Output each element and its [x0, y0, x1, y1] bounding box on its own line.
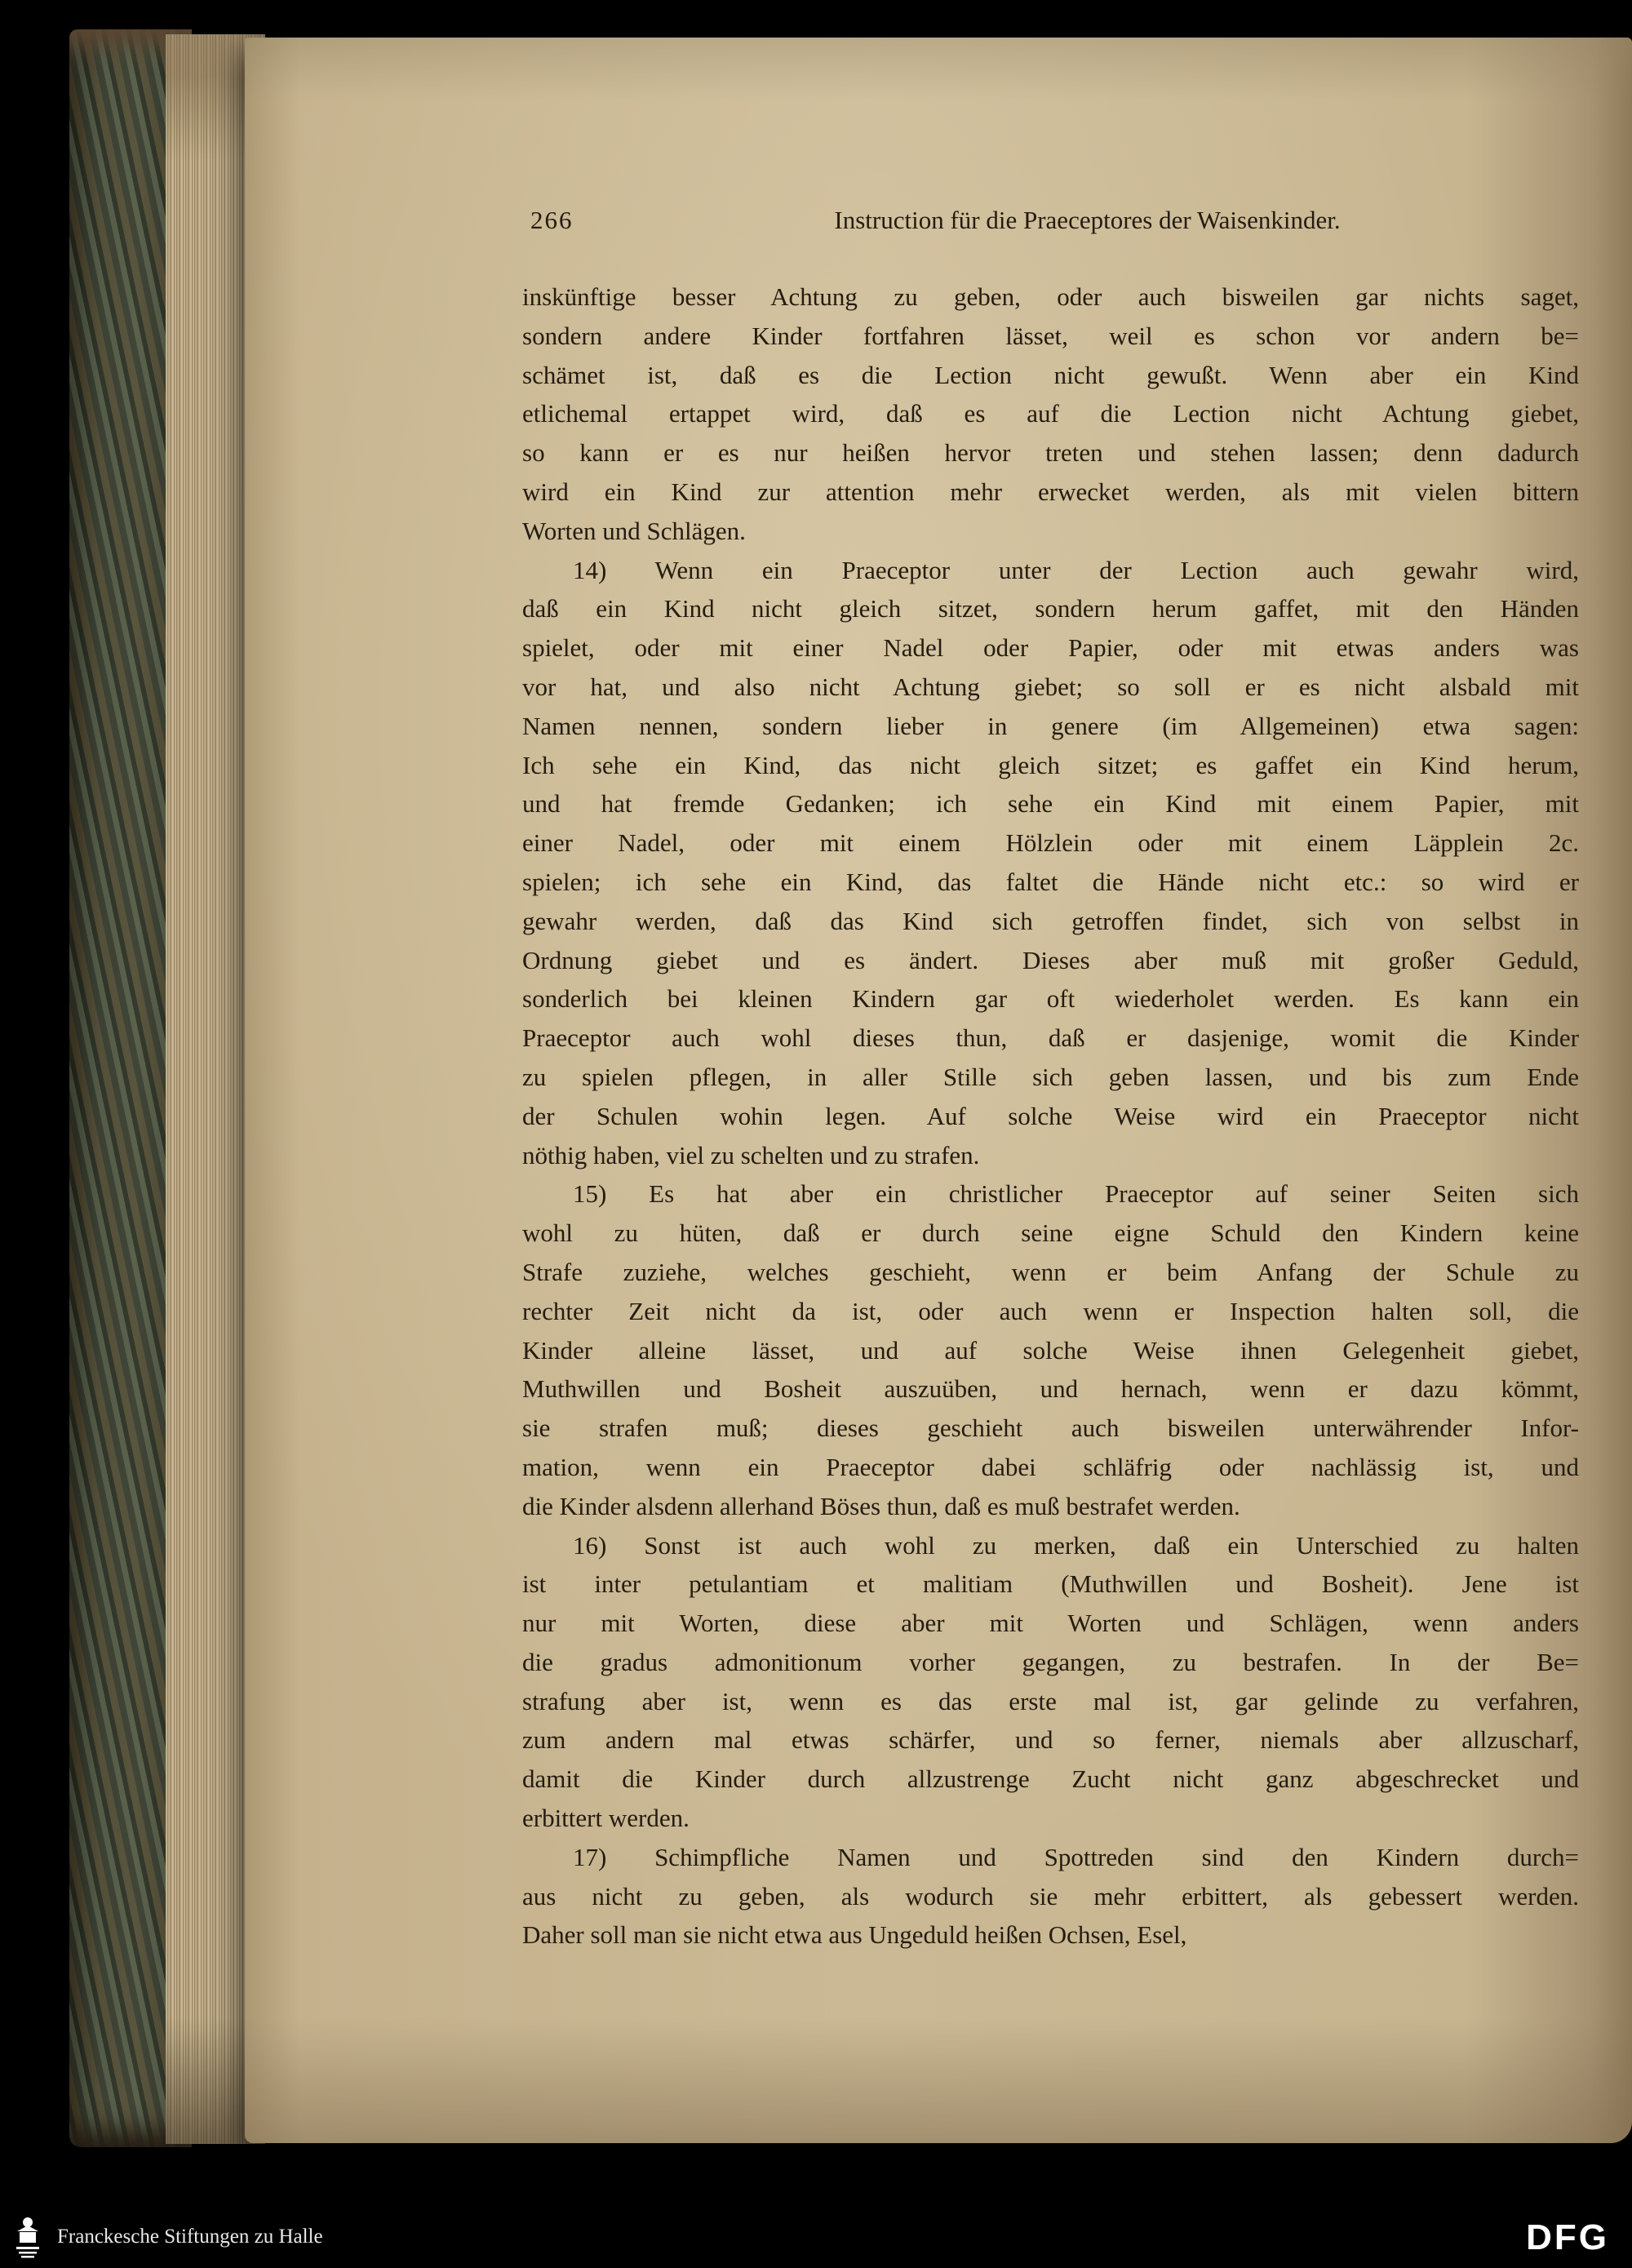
text-line: Kinder alleine lässet, und auf solche Weise ihnen Gelegenheit giebet, [522, 1335, 1579, 1365]
text-line: der Schulen wohin legen. Auf solche Weise wird ein Praeceptor nicht [522, 1101, 1579, 1130]
page-text-area [522, 201, 1579, 1955]
text-line: daß ein Kind nicht gleich sitzet, sondern herum gaffet, mit den Händen [522, 594, 1579, 624]
text-line: zum andern mal etwas schärfer, und so ferner, niemals aber allzuscharf, [522, 1725, 1579, 1755]
franckesche-emblem-icon [11, 2215, 44, 2259]
text-line: erbittert werden. [522, 1804, 690, 1833]
text-line: wohl zu hüten, daß er durch seine eigne Schuld den Kindern keine [522, 1218, 1579, 1248]
text-line: Worten und Schlägen. [522, 516, 746, 545]
text-line: nur mit Worten, diese aber mit Worten und Schlägen, wenn anders [522, 1609, 1579, 1638]
text-line: damit die Kinder durch allzustrenge Zucht nicht ganz abgeschrecket und [522, 1764, 1579, 1794]
text-line: strafung aber ist, wenn es das erste mal ist, gar gelinde zu verfahren, [522, 1686, 1579, 1715]
text-line: wird ein Kind zur attention mehr erwecket werden, als mit vielen bittern [522, 477, 1579, 506]
text-line: Muthwillen und Bosheit auszuüben, und hernach, wenn er dazu kömmt, [522, 1374, 1579, 1404]
text-block [522, 277, 1579, 1955]
text-line: nöthig haben, viel zu schelten und zu strafen. [522, 1140, 980, 1170]
text-line: 15) Es hat aber ein christlicher Praeceptor auf seiner Seiten sich [573, 1179, 1579, 1209]
text-line: die Kinder alsdenn allerhand Böses thun, daß es muß bestrafet werden. [522, 1491, 1240, 1520]
footer-bar [0, 2206, 1632, 2268]
text-line: 16) Sonst ist auch wohl zu merken, daß ein Unterschied zu halten [573, 1530, 1579, 1560]
dfg-logo: DFG [1526, 2217, 1609, 2257]
text-line: Daher soll man sie nicht etwa aus Ungeduld heißen Ochsen, Esel, [522, 1920, 1187, 1950]
text-line: einer Nadel, oder mit einem Hölzlein oder mit einem Läpplein 2c. [522, 828, 1579, 858]
text-line: inskünftige besser Achtung zu geben, oder auch bisweilen gar nichts saget, [522, 282, 1579, 311]
text-line: und hat fremde Gedanken; ich sehe ein Kind mit einem Papier, mit [522, 789, 1579, 819]
text-line: vor hat, und also nicht Achtung giebet; so soll er es nicht alsbald mit [522, 672, 1579, 701]
book-page [245, 38, 1632, 2143]
text-line: zu spielen pflegen, in aller Stille sich geben lassen, und bis zum Ende [522, 1062, 1579, 1091]
text-line: Ich sehe ein Kind, das nicht gleich sitzet; es gaffet ein Kind herum, [522, 750, 1579, 779]
running-header: Instruction für die Praeceptores der Waisenkinder. [834, 206, 1341, 234]
text-line: sonderlich bei kleinen Kindern gar oft wiederholet werden. Es kann ein [522, 984, 1579, 1014]
book-scan [69, 23, 1632, 2157]
page-number: 266 [530, 206, 574, 234]
text-line: spielen; ich sehe ein Kind, das faltet die Hände nicht etc.: so wird er [522, 867, 1579, 896]
text-line: ist inter petulantiam et malitiam (Muthwillen und Bosheit). Jene ist [522, 1569, 1579, 1599]
text-line: mation, wenn ein Praeceptor dabei schläfrig oder nachlässig ist, und [522, 1452, 1579, 1481]
text-line: Ordnung giebet und es ändert. Dieses aber muß mit großer Geduld, [522, 945, 1579, 974]
institution-label: Franckesche Stiftungen zu Halle [57, 2226, 323, 2248]
text-line: spielet, oder mit einer Nadel oder Papier, oder mit etwas anders was [522, 633, 1579, 663]
text-line: Praeceptor auch wohl dieses thun, daß er dasjenige, womit die Kinder [522, 1023, 1579, 1053]
page-head [522, 201, 1579, 240]
text-line: so kann er es nur heißen hervor treten und stehen lassen; denn dadurch [522, 438, 1579, 468]
text-line: 14) Wenn ein Praeceptor unter der Lection auch gewahr wird, [573, 555, 1579, 584]
text-line: sondern andere Kinder fortfahren lässet, weil es schon vor andern be= [522, 321, 1579, 350]
text-line: Namen nennen, sondern lieber in genere (im Allgemeinen) etwa sagen: [522, 711, 1579, 740]
text-line: Strafe zuziehe, welches geschieht, wenn er beim Anfang der Schule zu [522, 1257, 1579, 1286]
text-line: 17) Schimpfliche Namen und Spottreden sind den Kindern durch= [573, 1842, 1579, 1871]
text-line: sie strafen muß; dieses geschieht auch bisweilen unterwährender Infor- [522, 1414, 1579, 1443]
text-line: gewahr werden, daß das Kind sich getroffen findet, sich von selbst in [522, 906, 1579, 935]
text-line: die gradus admonitionum vorher gegangen, zu bestrafen. In der Be= [522, 1647, 1579, 1676]
text-line: rechter Zeit nicht da ist, oder auch wenn er Inspection halten soll, die [522, 1296, 1579, 1325]
text-line: etlichemal ertappet wird, daß es auf die Lection nicht Achtung giebet, [522, 399, 1579, 428]
text-line: schämet ist, daß es die Lection nicht gewußt. Wenn aber ein Kind [522, 360, 1579, 389]
text-line: aus nicht zu geben, als wodurch sie mehr erbittert, als gebessert werden. [522, 1881, 1579, 1911]
